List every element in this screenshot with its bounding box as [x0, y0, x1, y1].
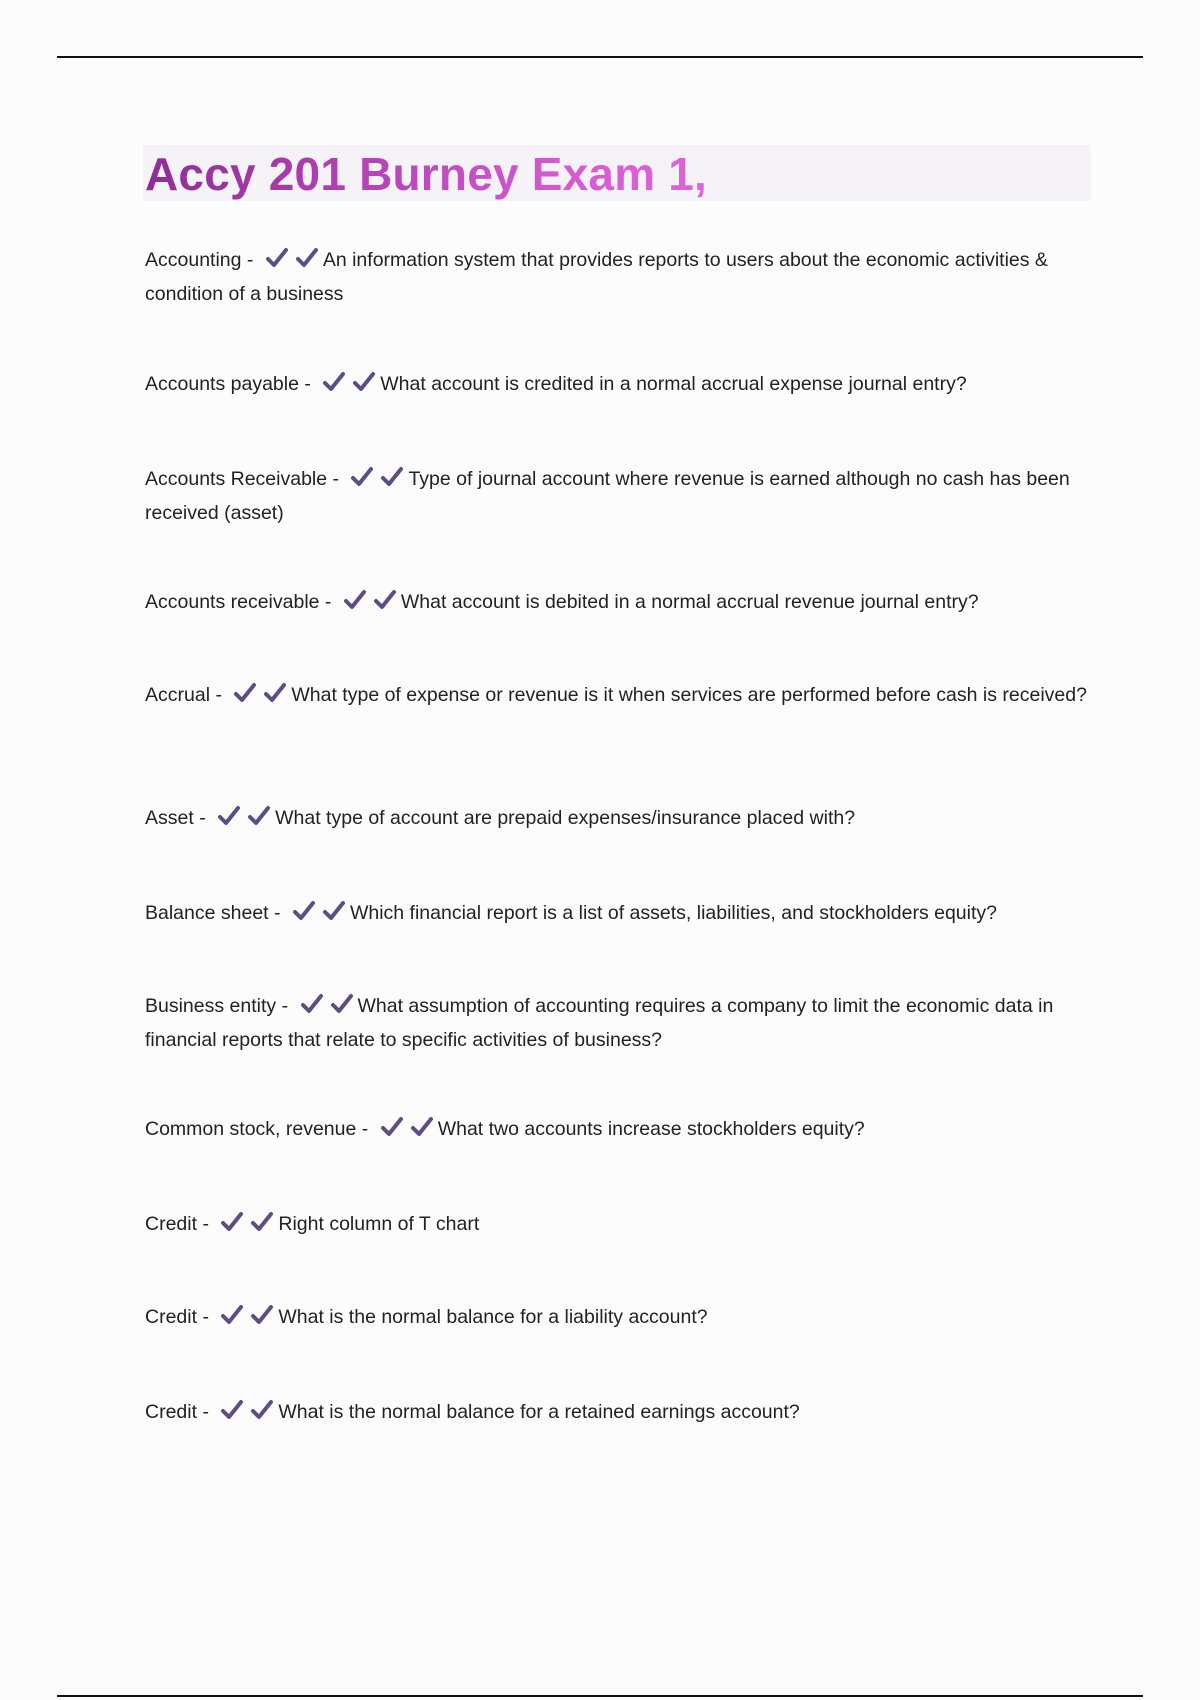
- flashcard-entry: [145, 898, 1095, 932]
- check-icon: [373, 589, 397, 611]
- entry-separator: -: [319, 591, 337, 613]
- double-check-icons: [265, 247, 319, 279]
- entry-separator: -: [197, 1306, 215, 1328]
- double-check-icons: [220, 1304, 274, 1336]
- entry-term: Asset: [145, 807, 194, 829]
- flashcard-entry: [145, 680, 1095, 714]
- double-check-icons: [292, 900, 346, 932]
- check-icon: [322, 900, 346, 922]
- check-icon: [343, 589, 367, 611]
- entry-separator: -: [193, 807, 212, 829]
- document-title: Accy 201 Burney Exam 1,: [145, 148, 708, 200]
- entry-separator: -: [327, 468, 345, 490]
- flashcard-entry: [145, 587, 1095, 621]
- entry-definition: What account is credited in a normal accrual expense journal entry?: [380, 373, 967, 395]
- double-check-icons: [380, 1116, 434, 1148]
- check-icon: [247, 805, 271, 827]
- entry-term: Credit: [145, 1401, 198, 1423]
- check-icon: [295, 247, 319, 269]
- flashcard-entry: [145, 1397, 1095, 1431]
- entry-definition: An information system that provides reports to users about the economic activities & condition of a business: [145, 249, 1048, 305]
- entry-separator: -: [241, 249, 259, 271]
- entry-term: Common stock, revenue: [145, 1118, 357, 1140]
- entry-definition: What assumption of accounting requires a company to limit the economic data in financial reports that relate to specific activities of business?: [145, 995, 1054, 1051]
- entry-term: Credit: [145, 1306, 198, 1328]
- entry-definition: What is the normal balance for a retained earnings account?: [278, 1401, 800, 1423]
- entry-term: Credit: [145, 1213, 198, 1235]
- entry-term: Accounts Receivable: [145, 468, 328, 490]
- check-icon: [410, 1116, 434, 1138]
- check-icon: [263, 682, 287, 704]
- entry-definition: What type of account are prepaid expenses/insurance placed with?: [275, 807, 856, 829]
- flashcard-entry: [145, 1302, 1095, 1336]
- flashcard-entry: [145, 245, 1095, 309]
- check-icon: [380, 466, 404, 488]
- entry-definition: What is the normal balance for a liability account?: [278, 1306, 708, 1328]
- check-icon: [380, 1116, 404, 1138]
- entry-definition: Which financial report is a list of assets, liabilities, and stockholders equity?: [349, 902, 997, 924]
- check-icon: [350, 466, 374, 488]
- check-icon: [220, 1304, 244, 1326]
- double-check-icons: [300, 993, 354, 1025]
- bottom-rule: [57, 1695, 1143, 1697]
- flashcard-entry: [145, 369, 1095, 403]
- check-icon: [250, 1211, 274, 1233]
- check-icon: [250, 1399, 274, 1421]
- check-icon: [233, 682, 257, 704]
- entry-separator: -: [197, 1213, 215, 1235]
- entry-term: Accounts receivable: [145, 591, 320, 613]
- check-icon: [250, 1304, 274, 1326]
- double-check-icons: [220, 1211, 274, 1243]
- entry-term: Business entity: [145, 995, 277, 1017]
- entry-term: Balance sheet: [145, 902, 269, 924]
- entry-definition: Type of journal account where revenue is earned although no cash has been received (asset): [145, 468, 1070, 524]
- flashcard-entry: [145, 464, 1095, 528]
- check-icon: [330, 993, 354, 1015]
- entry-separator: -: [210, 684, 228, 706]
- check-icon: [217, 805, 241, 827]
- entry-term: Accrual: [145, 684, 211, 706]
- entry-separator: -: [197, 1401, 215, 1423]
- entry-separator: -: [298, 373, 317, 395]
- double-check-icons: [217, 805, 271, 837]
- check-icon: [220, 1399, 244, 1421]
- flashcard-entry: [145, 1209, 1095, 1243]
- entry-separator: -: [268, 902, 286, 924]
- check-icon: [352, 371, 376, 393]
- double-check-icons: [220, 1399, 274, 1431]
- entry-definition: Right column of T chart: [278, 1213, 480, 1235]
- entry-definition: What two accounts increase stockholders equity?: [437, 1118, 865, 1140]
- entry-definition: What account is debited in a normal accrual revenue journal entry?: [400, 591, 979, 613]
- double-check-icons: [350, 466, 404, 498]
- flashcard-entry: [145, 991, 1095, 1055]
- double-check-icons: [343, 589, 397, 621]
- check-icon: [265, 247, 289, 269]
- entry-separator: -: [356, 1118, 374, 1140]
- check-icon: [220, 1211, 244, 1233]
- entry-term: Accounts payable: [145, 373, 299, 395]
- top-rule: [57, 56, 1143, 58]
- double-check-icons: [233, 682, 287, 714]
- entry-separator: -: [276, 995, 294, 1017]
- check-icon: [322, 371, 346, 393]
- entry-term: Accounting: [145, 249, 242, 271]
- check-icon: [300, 993, 324, 1015]
- entry-definition: What type of expense or revenue is it when services are performed before cash is received?: [291, 684, 1087, 706]
- flashcard-entry: [145, 1114, 1095, 1148]
- flashcard-entry: [145, 803, 1095, 837]
- double-check-icons: [322, 371, 376, 403]
- check-icon: [292, 900, 316, 922]
